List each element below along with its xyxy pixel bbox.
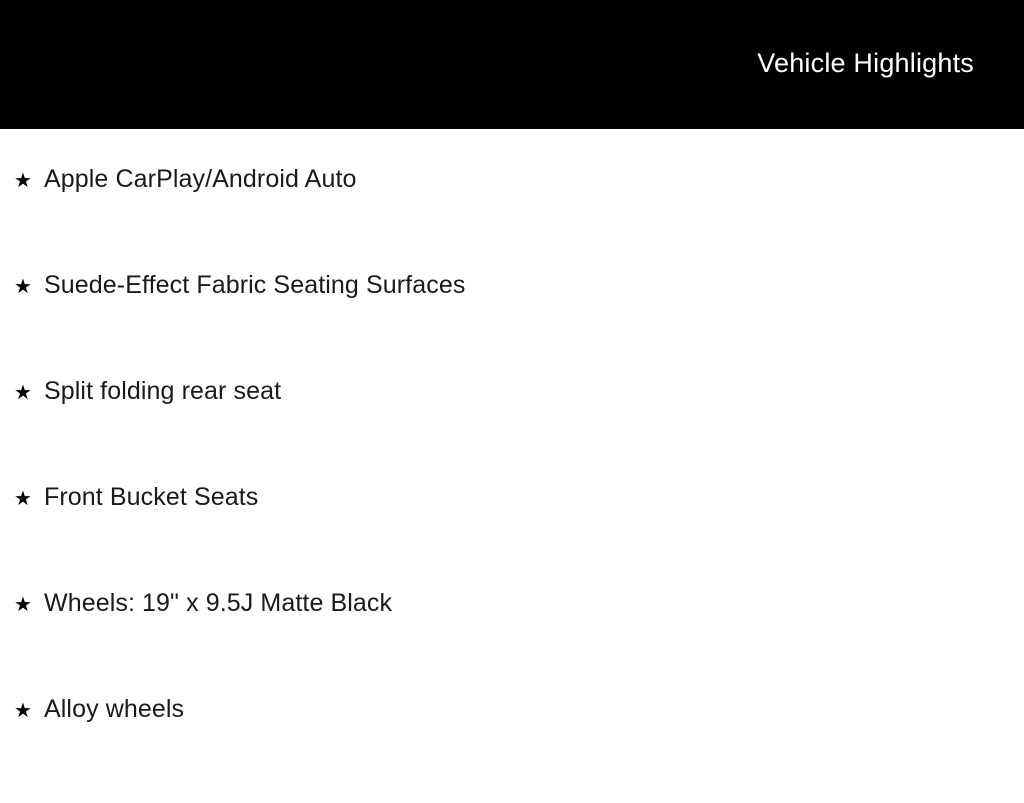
star-icon: ★ <box>14 276 32 298</box>
list-item-label: Suede-Effect Fabric Seating Surfaces <box>44 271 466 299</box>
star-icon: ★ <box>14 382 32 404</box>
star-icon: ★ <box>14 170 32 192</box>
list-item-label: Split folding rear seat <box>44 377 282 405</box>
star-icon: ★ <box>14 488 32 510</box>
list-item <box>0 485 1024 591</box>
list-item <box>0 379 1024 485</box>
list-item-label: Wheels: 19" x 9.5J Matte Black <box>44 589 393 617</box>
list-item-label: Front Bucket Seats <box>44 483 259 511</box>
page-title: Vehicle Highlights <box>757 48 974 78</box>
list-item <box>0 167 1024 273</box>
list-item-label: Alloy wheels <box>44 695 185 723</box>
star-icon: ★ <box>14 700 32 722</box>
list-item <box>0 697 1024 803</box>
header-bar <box>0 0 1024 129</box>
list-item <box>0 591 1024 697</box>
list-item <box>0 273 1024 379</box>
highlights-list <box>0 129 1024 768</box>
star-icon: ★ <box>14 594 32 616</box>
list-item-label: Apple CarPlay/Android Auto <box>44 165 357 193</box>
